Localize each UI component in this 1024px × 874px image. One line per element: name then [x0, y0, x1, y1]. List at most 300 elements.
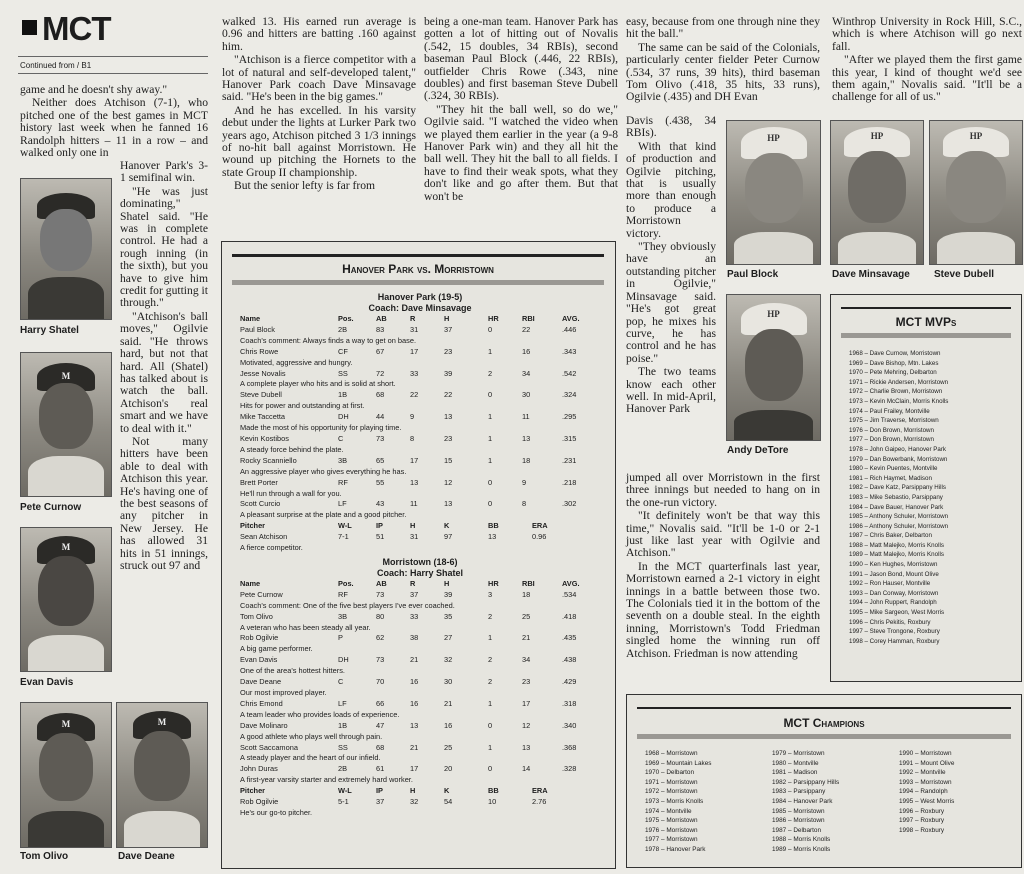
- table-cell: 8: [410, 433, 415, 443]
- player-comment: A pleasant surprise at the plate and a good pitcher.: [240, 510, 407, 520]
- champions-column-1: [645, 749, 765, 855]
- table-cell: 1: [488, 346, 493, 356]
- table-cell: Rob Ogilvie: [240, 633, 279, 643]
- column-header: ERA: [532, 786, 548, 796]
- shirt-icon: [28, 456, 104, 496]
- table-cell: 35: [444, 611, 453, 621]
- table-cell: .446: [562, 324, 577, 334]
- list-item: 1979 – Morristown: [772, 750, 825, 757]
- list-item: 1996 – Roxbury: [899, 807, 945, 815]
- table-cell: .340: [562, 720, 577, 730]
- column-header: H: [444, 578, 450, 588]
- table-row: [240, 743, 600, 754]
- column-header: Pos.: [338, 578, 354, 588]
- paragraph: game and he doesn't shy away.": [20, 83, 168, 96]
- cap-logo-icon: M: [61, 542, 71, 552]
- column-header: Pos.: [338, 314, 354, 323]
- table-cell: 1: [488, 742, 493, 752]
- column-header: HR: [488, 314, 499, 323]
- list-item: 1989 – Morris Knolls: [772, 845, 831, 853]
- paragraph: The two teams know each other well. In mid-April, Hanover Park: [626, 365, 716, 416]
- table-cell: 15: [444, 455, 453, 465]
- table-row: [240, 478, 600, 489]
- table-cell: .542: [562, 368, 577, 378]
- masthead-rule: [18, 56, 208, 57]
- table-cell: Chris Rowe: [240, 346, 279, 356]
- table-cell: 72: [376, 368, 385, 378]
- table-cell: Rob Ogilvie: [240, 797, 279, 807]
- table-cell: .302: [562, 499, 577, 509]
- article-column-1-top: [20, 84, 208, 160]
- article-column-4-top: [626, 16, 820, 105]
- list-item: 1994 – John Ruppert, Randolph: [849, 599, 937, 607]
- table-cell: SS: [338, 368, 348, 378]
- table-cell: 16: [522, 346, 531, 356]
- column-header: IP: [376, 786, 383, 796]
- list-item: 1995 – Mike Sargeon, West Morris: [849, 609, 945, 617]
- face-icon: [39, 733, 93, 801]
- face-icon: [38, 556, 94, 626]
- table-cell: 0.96: [532, 532, 547, 542]
- table-cell: 21: [410, 742, 419, 752]
- table-cell: 66: [376, 698, 385, 708]
- list-item: 1976 – Don Brown, Morristown: [849, 426, 934, 434]
- table-cell: 23: [444, 346, 453, 356]
- table-cell: 0: [488, 477, 493, 487]
- table-cell: 97: [444, 532, 453, 542]
- table-row: [240, 633, 600, 644]
- list-item: 1987 – Chris Baker, Delbarton: [849, 532, 932, 540]
- cap-logo-icon: M: [157, 717, 167, 727]
- column-header: RBI: [522, 578, 535, 588]
- photo-caption: Dave Deane: [118, 851, 175, 862]
- table-cell: SS: [338, 742, 348, 752]
- column-header: BB: [488, 521, 499, 531]
- list-item: 1990 – Morristown: [899, 750, 952, 757]
- table-cell: 11: [410, 499, 418, 509]
- face-icon: [946, 151, 1006, 223]
- table-cell: 13: [410, 720, 419, 730]
- photo-andy-detore: [726, 294, 821, 441]
- list-item: 1969 – Mountain Lakes: [645, 759, 712, 767]
- photo-caption: Paul Block: [727, 269, 779, 280]
- paragraph: jumped all over Morristown in the first three innings but needed to hang on in the one-run victory.: [626, 471, 820, 509]
- table-cell: 1: [488, 633, 493, 643]
- column-header: RBI: [522, 314, 535, 323]
- table-row: [240, 764, 600, 775]
- table-cell: 38: [410, 633, 419, 643]
- list-item: 1993 – Morristown: [899, 778, 952, 786]
- table-cell: 73: [376, 589, 385, 599]
- table-cell: 61: [376, 764, 385, 774]
- table-row: [240, 721, 600, 732]
- list-item: 1977 – Morristown: [645, 836, 698, 844]
- shirt-icon: [28, 635, 104, 671]
- photo-caption: Andy DeTore: [727, 445, 789, 456]
- table-cell: 17: [522, 698, 531, 708]
- face-icon: [745, 153, 803, 223]
- list-item: 1991 – Mount Olive: [899, 759, 955, 767]
- table-row: [240, 655, 600, 666]
- table-cell: 13: [522, 742, 531, 752]
- continued-rule: [18, 73, 208, 74]
- table-cell: LF: [338, 499, 347, 509]
- table-cell: 21: [444, 698, 453, 708]
- table-cell: 27: [444, 633, 453, 643]
- table-cell: CF: [338, 346, 348, 356]
- table-cell: 51: [376, 532, 385, 542]
- cap-logo-icon: HP: [969, 131, 983, 141]
- table-cell: .295: [562, 412, 577, 422]
- table-cell: Kevin Kostibos: [240, 433, 289, 443]
- table-cell: 33: [410, 368, 419, 378]
- table-cell: 83: [376, 324, 385, 334]
- cap-logo-icon: HP: [870, 131, 884, 141]
- table-cell: 21: [410, 655, 419, 665]
- paragraph: And he has excelled. In his varsity debut under the lights at Lurker Park two years ago, Atchison pitched 3 1/3 innings of no-hit ball against Morristown. He wound up pitching the Hornets to the state Group II championship.: [222, 103, 416, 179]
- table-row: [240, 699, 600, 710]
- paragraph: being a one-man team. Hanover Park has gotten a lot of hitting out of Novalis (.542, 15 doubles, 34 RBIs), second baseman Paul Block (.446, 22 RBIs), outfielder Chris Rowe (.343, nine doubles) and first baseman Steve Dubell (.324, 30 RBIs).: [424, 15, 618, 103]
- photo-tom-olivo: [20, 702, 112, 848]
- player-comment: Coach's comment: Always finds a way to get on base.: [240, 335, 416, 345]
- table-cell: 1: [488, 412, 493, 422]
- photo-harry-shatel: [20, 178, 112, 320]
- table-cell: 65: [376, 455, 385, 465]
- table-row: [240, 412, 600, 423]
- table-cell: 34: [522, 655, 531, 665]
- table-cell: 0: [488, 324, 493, 334]
- column-header: K: [444, 786, 450, 796]
- table-row: [240, 499, 600, 510]
- table-cell: 2: [488, 677, 493, 687]
- list-item: 1992 – Montville: [899, 769, 946, 777]
- table-cell: 13: [522, 433, 531, 443]
- column-header: K: [444, 521, 450, 531]
- list-item: 1980 – Kevin Puentes, Montville: [849, 465, 938, 473]
- mvp-box: [830, 294, 1022, 682]
- team-name: Hanover Park (19-5): [377, 292, 463, 302]
- table-cell: 2: [488, 655, 493, 665]
- table-cell: 31: [410, 532, 419, 542]
- table-cell: 9: [522, 477, 527, 487]
- champions-column-2: [772, 749, 892, 855]
- hp-pitcher: [240, 532, 600, 554]
- table-cell: 20: [444, 764, 453, 774]
- table-cell: Dave Deane: [240, 677, 282, 687]
- list-item: 1991 – Jason Bond, Mount Olive: [849, 570, 939, 578]
- list-item: 1970 – Pete Mehring, Delbarton: [849, 369, 937, 377]
- paragraph: "They obviously have an outstanding pitcher in Ogilvie," Minsavage said. "He's got great pop, he mixes his curve, he has control and he has poise.": [626, 240, 716, 365]
- table-cell: 25: [444, 742, 453, 752]
- table-cell: Chris Emond: [240, 698, 283, 708]
- photo-paul-block: [726, 120, 821, 265]
- table-cell: 39: [444, 589, 453, 599]
- shirt-icon: [734, 410, 812, 440]
- table-cell: Evan Davis: [240, 655, 278, 665]
- article-column-4-narrow: [626, 115, 716, 417]
- paragraph: easy, because from one through nine they hit the ball.": [626, 15, 820, 41]
- masthead-square: [22, 20, 37, 35]
- list-item: 1968 – Morristown: [645, 750, 698, 757]
- table-cell: 11: [522, 412, 530, 422]
- table-cell: 18: [522, 589, 531, 599]
- list-item: 1993 – Dan Conway, Morristown: [849, 589, 939, 597]
- face-icon: [40, 209, 92, 271]
- list-item: 1980 – Montville: [772, 759, 819, 767]
- list-item: 1982 – Dave Katz, Parsippany Hills: [849, 484, 946, 492]
- table-cell: 2.76: [532, 797, 547, 807]
- table-cell: 3: [488, 589, 493, 599]
- paragraph: Winthrop University in Rock Hill, S.C., which is where Atchison will go next fall.: [832, 15, 1022, 53]
- list-item: 1986 – Morristown: [772, 817, 825, 825]
- table-cell: 9: [410, 412, 415, 422]
- list-item: 1985 – Anthony Schuler, Morristown: [849, 513, 949, 521]
- table-cell: 1B: [338, 720, 348, 730]
- list-item: 1997 – Roxbury: [899, 817, 945, 825]
- list-item: 1990 – Ken Hughes, Morristown: [849, 561, 938, 569]
- table-cell: 8: [522, 499, 527, 509]
- matchup-stats-box: [221, 241, 616, 869]
- mvp-list: [849, 349, 1014, 646]
- article-column-3: [424, 16, 618, 204]
- list-item: 1984 – Hanover Park: [772, 797, 833, 805]
- cap-logo-icon: M: [61, 371, 71, 381]
- box-rule-top: [637, 707, 1011, 709]
- table-cell: .534: [562, 589, 577, 599]
- table-cell: 70: [376, 677, 385, 687]
- player-comment: He's our go-to pitcher.: [240, 807, 313, 817]
- table-cell: .418: [562, 611, 577, 621]
- table-row: [240, 369, 600, 380]
- table-cell: Jesse Novalis: [240, 368, 286, 378]
- table-cell: 16: [410, 698, 419, 708]
- table-cell: 13: [444, 412, 453, 422]
- table-cell: 12: [444, 477, 453, 487]
- masthead-title: MCT: [42, 10, 111, 47]
- paragraph: Not many hitters have been able to deal with Atchison this year. He's having one of the best seasons of any pitcher in New Jersey. He has allowed 31 hits in 51 innings, struck out 97 and: [120, 434, 208, 572]
- table-cell: 7-1: [338, 532, 349, 542]
- cap-logo-icon: HP: [767, 309, 780, 319]
- list-item: 1968 – Dave Curnow, Morristown: [849, 350, 941, 357]
- player-comment: A steady force behind the plate.: [240, 444, 344, 454]
- photo-dave-deane: [116, 702, 208, 848]
- list-item: 1976 – Morristown: [645, 826, 698, 834]
- table-cell: 73: [376, 433, 385, 443]
- table-cell: 1: [488, 698, 493, 708]
- article-column-1-narrow: [120, 160, 208, 573]
- table-cell: 68: [376, 390, 385, 400]
- paragraph: "Atchison's ball moves," Ogilvie said. "He throws hard, but not that hard. All (Shatel) has talked about is watch the ball. Atchison's real smart and we have to deal with it.": [120, 309, 208, 435]
- table-cell: 31: [410, 324, 419, 334]
- column-header: Pitcher: [240, 521, 266, 531]
- table-cell: LF: [338, 698, 347, 708]
- photo-steve-dubell: [929, 120, 1023, 265]
- table-cell: 68: [376, 742, 385, 752]
- player-comment: A first-year varsity starter and extremely hard worker.: [240, 775, 413, 785]
- table-cell: 44: [376, 412, 385, 422]
- list-item: 1996 – Chris Pekitis, Roxbury: [849, 618, 931, 626]
- table-cell: .343: [562, 346, 577, 356]
- table-cell: 2: [488, 368, 493, 378]
- list-item: 1988 – Morris Knolls: [772, 836, 831, 844]
- list-item: 1987 – Delbarton: [772, 826, 822, 834]
- coach-name: Coach: Harry Shatel: [376, 567, 464, 578]
- list-item: 1981 – Rich Haymet, Madison: [849, 474, 932, 482]
- list-item: 1982 – Parsippany Hills: [772, 778, 840, 786]
- table-row: [240, 347, 600, 358]
- table-cell: 2B: [338, 324, 348, 334]
- continued-line: Continued from / B1: [20, 61, 92, 70]
- list-item: 1971 – Rickie Andersen, Morristown: [849, 378, 949, 386]
- coach-name: Coach: Dave Minsavage: [368, 303, 472, 313]
- column-header: R: [410, 578, 416, 588]
- player-comment: A big game performer.: [240, 644, 313, 654]
- paragraph: walked 13. His earned run average is 0.96 and hitters are batting .160 against him.: [222, 15, 416, 53]
- table-cell: 13: [410, 477, 419, 487]
- list-item: 1973 – Kevin McClain, Morris Knolls: [849, 397, 949, 405]
- table-cell: 34: [522, 368, 531, 378]
- table-cell: C: [338, 677, 344, 687]
- table-cell: 22: [522, 324, 531, 334]
- table-cell: .218: [562, 477, 577, 487]
- article-column-5: [832, 16, 1022, 105]
- list-item: 1988 – Matt Malejko, Morris Knolls: [849, 541, 944, 549]
- table-cell: Sean Atchison: [240, 532, 288, 542]
- stats-header-row: [240, 579, 600, 590]
- matchup-title: Hanover Park vs. Morristown: [342, 262, 494, 276]
- table-cell: .315: [562, 433, 577, 443]
- list-item: 1981 – Madison: [772, 769, 818, 777]
- list-item: 1974 – Montville: [645, 807, 692, 815]
- column-header: H: [410, 786, 416, 796]
- table-cell: 2B: [338, 764, 348, 774]
- table-cell: Brett Porter: [240, 477, 278, 487]
- paragraph: "Atchison is a fierce competitor with a lot of natural and self-developed talent," Hanover Park coach Dave Minsavage said. "He's been in the big games.": [222, 53, 416, 104]
- column-header: IP: [376, 521, 383, 531]
- table-cell: .324: [562, 390, 577, 400]
- table-cell: .435: [562, 633, 577, 643]
- list-item: 1979 – Dan Bowerbank, Morristown: [849, 455, 948, 463]
- mt-pitcher: [240, 797, 600, 819]
- player-comment: A team leader who provides loads of experience.: [240, 709, 400, 719]
- photo-caption: Steve Dubell: [934, 269, 995, 280]
- table-cell: Paul Block: [240, 324, 275, 334]
- column-header: H: [410, 521, 416, 531]
- column-header: R: [410, 314, 416, 323]
- list-item: 1973 – Morris Knolls: [645, 797, 704, 805]
- table-cell: 37: [444, 324, 453, 334]
- pitcher-header-row: [240, 521, 600, 532]
- stats-table: [240, 292, 600, 819]
- pitcher-row: [240, 797, 600, 808]
- table-row: [240, 677, 600, 688]
- table-cell: 13: [488, 532, 497, 542]
- champions-box: [626, 694, 1022, 868]
- pitcher-header-row: [240, 786, 600, 797]
- list-item: 1983 – Mike Sebastio, Parsippany: [849, 493, 943, 501]
- paragraph: The same can be said of the Colonials, particularly center fielder Peter Curnow (.534, 37 runs, 39 hits), third baseman Tom Olivo (.418, 35 hits, 33 runs), Ogilvie (.435) and DH Evan: [626, 40, 820, 104]
- shirt-icon: [124, 811, 200, 847]
- table-cell: 32: [410, 797, 419, 807]
- table-cell: Mike Taccetta: [240, 412, 286, 422]
- list-item: 1978 – Hanover Park: [645, 845, 706, 853]
- player-comment: One of the area's hottest hitters.: [240, 666, 345, 676]
- list-item: 1998 – Corey Hamman, Roxbury: [849, 637, 940, 645]
- list-item: 1998 – Roxbury: [899, 826, 945, 834]
- paragraph: "After we played them the first game this year, I kind of thought we'd see them again," Novalis said. "It'll be a challenge for all of us.": [832, 53, 1022, 104]
- table-cell: Rocky Scanniello: [240, 455, 297, 465]
- table-cell: 37: [410, 589, 419, 599]
- table-cell: 22: [410, 390, 419, 400]
- pitcher-row: [240, 532, 600, 543]
- table-row: [240, 456, 600, 467]
- table-cell: .328: [562, 764, 577, 774]
- box-rule-title: [841, 333, 1011, 338]
- table-cell: Pete Curnow: [240, 589, 283, 599]
- table-cell: 30: [444, 677, 453, 687]
- table-cell: 0: [488, 720, 493, 730]
- table-cell: 17: [410, 764, 419, 774]
- list-item: 1983 – Parsippany: [772, 788, 826, 796]
- column-header: W-L: [338, 786, 352, 796]
- face-icon: [134, 731, 190, 801]
- list-item: 1970 – Delbarton: [645, 769, 695, 777]
- player-comment: A complete player who hits and is solid at short.: [240, 379, 396, 389]
- table-row: [240, 434, 600, 445]
- table-cell: RF: [338, 589, 348, 599]
- player-comment: A good athlete who plays well through pain.: [240, 731, 383, 741]
- table-cell: 5-1: [338, 797, 349, 807]
- paragraph: Davis (.438, 34 RBIs).: [626, 114, 716, 140]
- paragraph: But the senior lefty is far from: [234, 179, 376, 193]
- table-cell: 67: [376, 346, 385, 356]
- table-cell: 62: [376, 633, 385, 643]
- column-header: AB: [376, 314, 387, 323]
- photo-caption: Harry Shatel: [20, 325, 79, 336]
- table-cell: .231: [562, 455, 577, 465]
- list-item: 1978 – John Gaipeo, Hanover Park: [849, 445, 946, 453]
- table-cell: .318: [562, 698, 577, 708]
- player-comment: He'll run through a wall for you.: [240, 488, 342, 498]
- table-cell: Dave Molinaro: [240, 720, 288, 730]
- table-cell: 55: [376, 477, 385, 487]
- table-cell: Tom Olivo: [240, 611, 273, 621]
- face-icon: [745, 329, 803, 401]
- shirt-icon: [838, 232, 915, 264]
- table-cell: P: [338, 633, 343, 643]
- table-cell: 73: [376, 655, 385, 665]
- list-item: 1969 – Dave Bishop, Mtn. Lakes: [849, 359, 939, 367]
- table-cell: 33: [410, 611, 419, 621]
- table-cell: 17: [410, 346, 419, 356]
- table-cell: 18: [522, 455, 531, 465]
- stats-header-row: [240, 314, 600, 325]
- list-item: 1972 – Morristown: [645, 788, 698, 796]
- list-item: 1975 – Morristown: [645, 817, 698, 825]
- table-cell: 22: [444, 390, 453, 400]
- column-header: HR: [488, 578, 499, 588]
- photo-caption: Pete Curnow: [20, 502, 82, 513]
- column-header: BB: [488, 786, 499, 796]
- shirt-icon: [937, 232, 1014, 264]
- list-item: 1989 – Matt Malejko, Morris Knolls: [849, 551, 944, 559]
- table-cell: .429: [562, 677, 577, 687]
- champions-title: MCT Champions: [783, 716, 865, 730]
- champions-column-3: [899, 749, 1009, 835]
- table-cell: RF: [338, 477, 348, 487]
- table-cell: 25: [522, 611, 531, 621]
- table-cell: 37: [376, 797, 385, 807]
